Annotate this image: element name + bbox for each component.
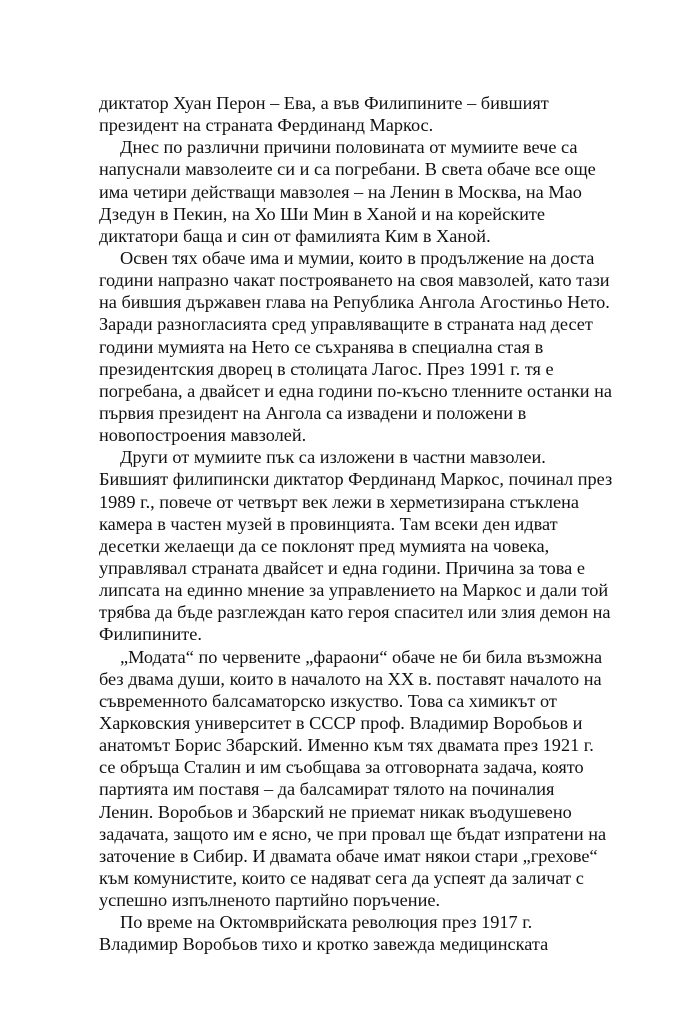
- text-line: напуснали мавзолеите си и са погребани. В света обаче все още: [99, 159, 596, 180]
- text-line: трябва да бъде разглеждан като героя спасител или злия демон на: [99, 602, 611, 623]
- text-line: десетки желаещи да се поклонят пред мумията на човека,: [99, 535, 550, 556]
- text-line: липсата на единно мнение за управлението на Маркос и дали той: [99, 580, 609, 601]
- text-line: 1989 г., повече от четвърт век лежи в херметизирана стъклена: [99, 491, 580, 512]
- text-line: задачата, защото им е ясно, че при провал ще бъдат изпратени на: [99, 823, 607, 844]
- text-line: Заради разногласията сред управляващите в страната над десет: [99, 314, 593, 335]
- text-line: първия президент на Ангола са извадени и положени в: [99, 402, 527, 423]
- text-line: Бившият филипински диктатор Фердинанд Маркос, починал през: [99, 469, 613, 490]
- body-text: [99, 92, 615, 955]
- text-line: Ленин. Воробьов и Збарский не приемат никак въодушевено: [99, 801, 572, 822]
- text-line: години мумията на Нето се съхранява в специална стая в: [99, 336, 544, 357]
- paragraph-first-line: Освен тях обаче има и мумии, които в продължение на доста: [120, 247, 595, 268]
- paragraph-first-line: „Модата“ по червените „фараони“ обаче не би била възможна: [120, 646, 603, 667]
- text-line: новопостроения мавзолей.: [99, 425, 307, 446]
- text-line: успешно изпълненото партийно поръчение.: [99, 890, 441, 911]
- text-line: без двама души, които в началото на ХХ в. поставят началото на: [99, 668, 602, 689]
- text-line: Владимир Воробьов тихо и кротко завежда медицинската: [99, 934, 549, 955]
- text-line: партията им поставя – да балсамират тялото на починалия: [99, 779, 555, 800]
- text-line: диктатор Хуан Перон – Ева, а във Филипините – бившият: [99, 93, 549, 113]
- text-line: към комунистите, които се надяват сега да успеят да заличат с: [99, 867, 584, 888]
- text-line: години напразно чакат построяването на своя мавзолей, като тази: [99, 270, 610, 291]
- text-line: Филипините.: [99, 624, 202, 645]
- text-line: камера в частен музей в провинцията. Там всеки ден идват: [99, 513, 558, 534]
- paragraph-first-line: Други от мумиите пък са изложени в частни мавзолеи.: [120, 447, 546, 468]
- text-line: президент на страната Фердинанд Маркос.: [99, 115, 434, 136]
- text-line: управлявал страната двайсет и една години. Причина за това е: [99, 557, 585, 578]
- text-line: президентския дворец в столицата Лагос. През 1991 г. тя е: [99, 358, 554, 379]
- text-line: заточение в Сибир. И двамата обаче имат някои стари „грехове“: [99, 845, 598, 866]
- text-line: Дзедун в Пекин, на Хо Ши Мин в Ханой и на корейските: [99, 203, 545, 224]
- text-line: се обръща Сталин и им съобщава за отговорната задача, която: [99, 757, 584, 778]
- text-line: съвременното балсаматорско изкуство. Това са химикът от: [99, 690, 557, 711]
- paragraph-first-line: Днес по различни причини половината от мумиите вече са: [120, 137, 578, 158]
- paragraph-first-line: По време на Октомврийската революция през 1917 г.: [120, 912, 533, 933]
- text-line: Харковския университет в СССР проф. Владимир Воробьов и: [99, 712, 583, 733]
- text-line: погребана, а двайсет и една години по-късно тленните останки на: [99, 380, 612, 401]
- text-line: анатомът Борис Збарский. Именно към тях двамата през 1921 г.: [99, 735, 594, 756]
- text-line: има четири действащи мавзолея – на Ленин в Москва, на Мао: [99, 181, 582, 202]
- text-line: на бившия държавен глава на Република Ангола Агостиньо Нето.: [99, 292, 610, 313]
- text-line: диктатори баща и син от фамилията Ким в Ханой.: [99, 225, 491, 246]
